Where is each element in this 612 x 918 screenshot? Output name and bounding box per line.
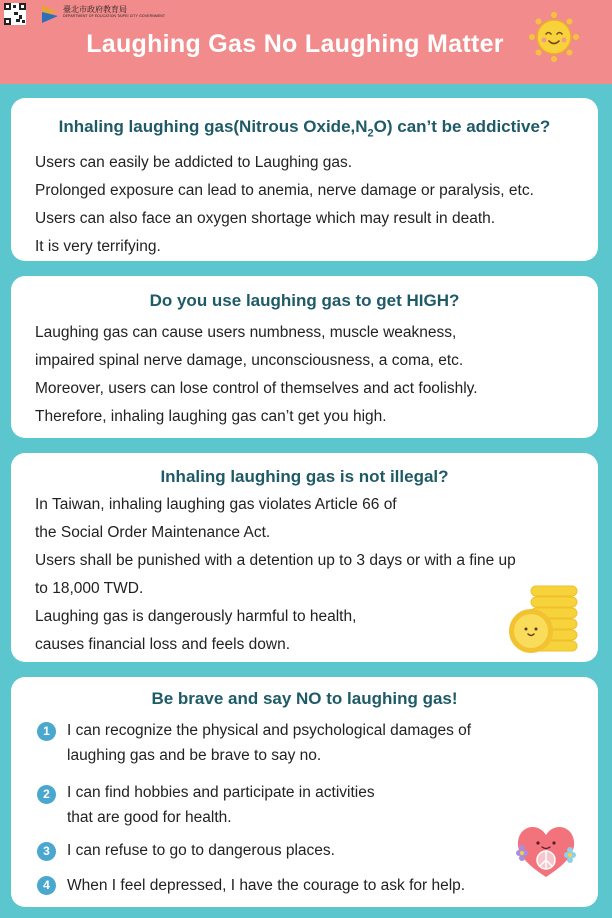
addiction-card-title <box>11 98 598 139</box>
item-number-badge: 2 <box>37 785 56 804</box>
illegal-card <box>11 453 598 662</box>
say-no-card-title: Be brave and say NO to laughing gas! <box>151 689 458 708</box>
card-line: It is very terrifying. <box>35 238 161 255</box>
card-line: Users shall be punished with a detention up to 3 days or with a fine up <box>35 552 516 569</box>
illegal-card-title: Inhaling laughing gas is not illegal? <box>160 467 449 486</box>
item-number-badge: 1 <box>37 722 56 741</box>
org-name-zh: 臺北市政府教育局 <box>63 5 127 14</box>
peace-heart-icon <box>511 819 581 881</box>
say-no-card <box>11 677 598 907</box>
org-name <box>63 5 165 18</box>
addiction-card <box>11 98 598 261</box>
card-line: Laughing gas is dangerously harmful to health, <box>35 608 357 625</box>
education-department-logo <box>40 3 60 25</box>
card-line: to 18,000 TWD. <box>35 580 144 597</box>
list-item <box>67 873 465 898</box>
card-line: causes financial loss and feels down. <box>35 636 291 653</box>
card-line: the Social Order Maintenance Act. <box>35 524 271 541</box>
card-line: Moreover, users can lose control of themselves and act foolishly. <box>35 380 478 397</box>
list-item <box>67 780 375 830</box>
coin-stack-icon <box>507 585 581 655</box>
page-title: Laughing Gas No Laughing Matter <box>86 30 504 58</box>
card-line: impaired spinal nerve damage, unconsciousness, a coma, etc. <box>35 352 464 369</box>
addiction-title-text: Inhaling laughing gas(Nitrous Oxide,N <box>58 117 368 136</box>
card-line: Laughing gas can cause users numbness, muscle weakness, <box>35 324 457 341</box>
item-number-badge: 3 <box>37 842 56 861</box>
list-item <box>67 838 335 863</box>
org-name-en: DEPARTMENT OF EDUCATION TAIPEI CITY GOVERNMENT <box>63 14 166 18</box>
list-item-line: I can refuse to go to dangerous places. <box>67 842 335 859</box>
addiction-card-body <box>35 149 588 261</box>
addiction-title-subscript: 2 <box>367 127 374 140</box>
high-card <box>11 276 598 438</box>
illegal-card-body <box>35 491 588 659</box>
card-line: Users can also face an oxygen shortage which may result in death. <box>35 210 496 227</box>
card-line: Users can easily be addicted to Laughing gas. <box>35 154 353 171</box>
list-item-line: I can recognize the physical and psychological damages of <box>67 722 472 739</box>
list-item-line: I can find hobbies and participate in activities <box>67 784 375 801</box>
card-line: Prolonged exposure can lead to anemia, nerve damage or paralysis, etc. <box>35 182 534 199</box>
high-card-body <box>35 319 588 431</box>
list-item-line: that are good for health. <box>67 809 232 826</box>
list-item-line: laughing gas and be brave to say no. <box>67 747 322 764</box>
qr-code-icon <box>4 3 26 25</box>
list-item <box>67 718 471 768</box>
list-item-line: When I feel depressed, I have the courage to ask for help. <box>67 877 466 894</box>
card-line: Therefore, inhaling laughing gas can’t get you high. <box>35 408 387 425</box>
addiction-title-text-end: O) can’t be addictive? <box>373 117 551 136</box>
high-card-title: Do you use laughing gas to get HIGH? <box>149 291 460 310</box>
card-line: In Taiwan, inhaling laughing gas violates Article 66 of <box>35 496 397 513</box>
smiling-sun-icon <box>529 12 579 62</box>
header-banner <box>0 0 612 84</box>
item-number-badge: 4 <box>37 876 56 895</box>
